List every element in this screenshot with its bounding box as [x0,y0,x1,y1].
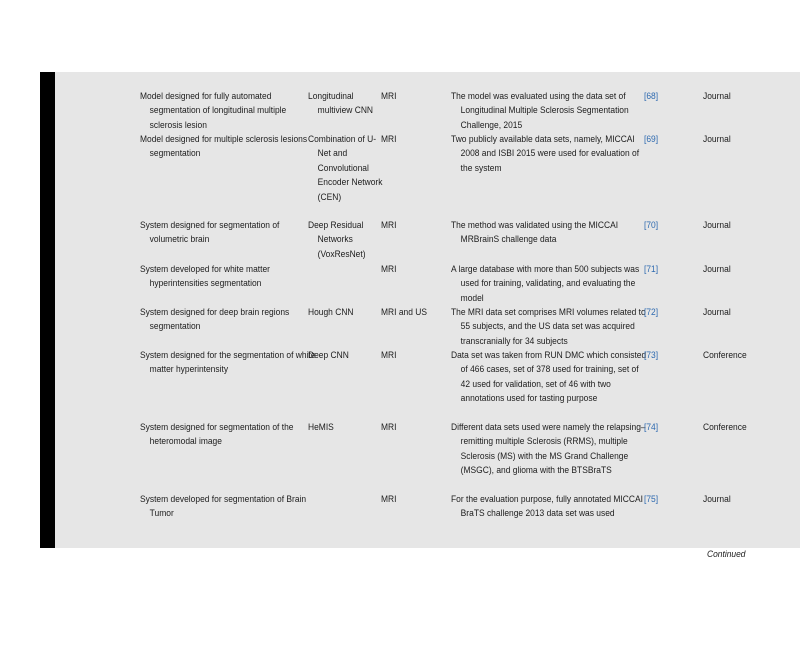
row-method: Longitudinal multiview CNN [308,91,374,117]
row-publication-type: Journal [703,220,731,231]
row-dataset: Different data sets used were namely the relapsing–remitting multiple Sclerosis (RRMS), multiple Sclerosis (MS) with the MS Grand Challenge (MSGC), and glioma with the BTSBraTS [451,422,646,477]
row-publication-type: Conference [703,422,747,433]
row-dataset: A large database with more than 500 subjects was used for training, validating, and evaluating the model [451,264,640,304]
row-reference-link[interactable]: [75] [644,494,659,505]
row-description: Model designed for multiple sclerosis lesions segmentation [140,134,308,160]
row-publication-type: Journal [703,134,731,145]
row-publication-type: Journal [703,494,731,505]
row-dataset: For the evaluation purpose, fully annotated MICCAI BraTS challenge 2013 data set was used [451,494,643,520]
row-reference-link[interactable]: [71] [644,264,659,275]
row-dataset: The MRI data set comprises MRI volumes related to 55 subjects, and the US data set was acquired transcranially for 34 subjects [451,307,646,347]
row-description: System designed for segmentation of volumetric brain [140,220,280,246]
row-publication-type: Conference [703,350,747,361]
row-modality: MRI [381,134,397,145]
left-margin-bar [40,72,55,548]
row-description: System designed for segmentation of the heteromodal image [140,422,294,448]
row-reference-link[interactable]: [73] [644,350,659,361]
row-description: System designed for the segmentation of white matter hyperintensity [140,350,316,376]
row-description: System developed for segmentation of Brain Tumor [140,494,307,520]
row-description: Model designed for fully automated segmentation of longitudinal multiple sclerosis lesion [140,91,287,131]
row-publication-type: Journal [703,307,731,318]
row-method: Deep CNN [308,350,349,361]
row-method: Combination of U-Net and Convolutional Encoder Network (CEN) [308,134,383,203]
row-modality: MRI [381,494,397,505]
row-publication-type: Journal [703,91,731,102]
row-description: System designed for deep brain regions segmentation [140,307,290,333]
row-dataset: Two publicly available data sets, namely, MICCAI 2008 and ISBI 2015 were used for evaluation of the system [451,134,640,174]
row-dataset: The method was validated using the MICCAI MRBrainS challenge data [451,220,619,246]
row-reference-link[interactable]: [69] [644,134,659,145]
row-dataset: The model was evaluated using the data set of Longitudinal Multiple Sclerosis Segmentation Challenge, 2015 [451,91,629,131]
row-publication-type: Journal [703,264,731,275]
row-modality: MRI and US [381,307,427,318]
row-method: HeMIS [308,422,334,433]
row-reference-link[interactable]: [68] [644,91,659,102]
row-modality: MRI [381,422,397,433]
row-modality: MRI [381,264,397,275]
row-dataset: Data set was taken from RUN DMC which consisted of 466 cases, set of 378 used for training, set of 42 used for validation, set of 46 with two annotations used for tasting purpose [451,350,647,405]
continued-label: Continued [707,549,746,560]
row-method: Deep Residual Networks (VoxResNet) [308,220,366,260]
row-reference-link[interactable]: [72] [644,307,659,318]
row-description: System developed for white matter hyperintensities segmentation [140,264,270,290]
row-method: Hough CNN [308,307,354,318]
row-modality: MRI [381,91,397,102]
row-reference-link[interactable]: [74] [644,422,659,433]
row-reference-link[interactable]: [70] [644,220,659,231]
row-modality: MRI [381,220,397,231]
row-modality: MRI [381,350,397,361]
